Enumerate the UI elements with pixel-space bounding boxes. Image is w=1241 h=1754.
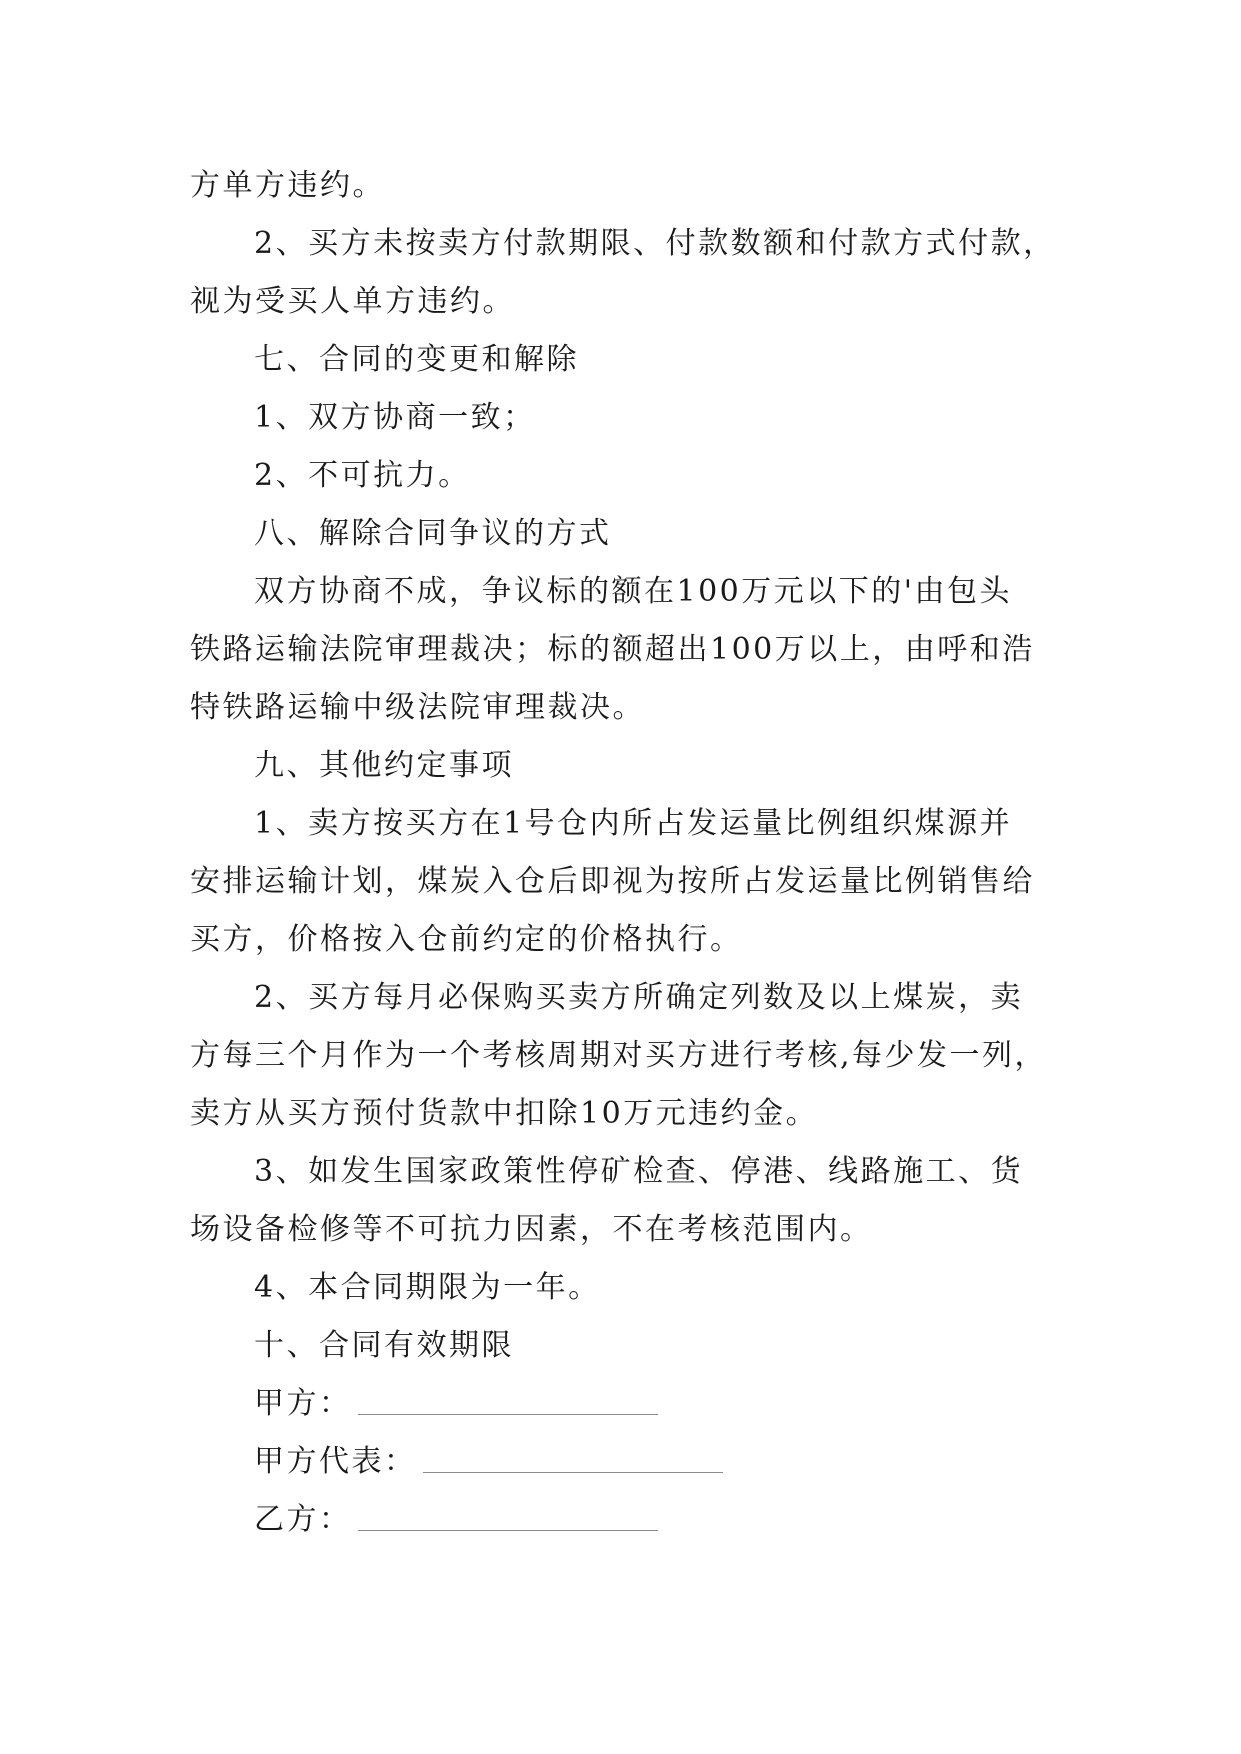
text-line: 4、本合同期限为一年。 <box>254 1270 601 1305</box>
section-heading: 七、合同的变更和解除 <box>254 342 579 377</box>
text-line: 安排运输计划，煤炭入仓后即视为按所占发运量比例销售给 <box>190 864 1035 899</box>
text-line: 3、如发生国家政策性停矿检查、停港、线路施工、货 <box>254 1154 1024 1189</box>
signature-party-a-representative <box>190 1433 1060 1491</box>
text-line: 铁路运输法院审理裁决；标的额超出100万以上，由呼和浩 <box>190 632 1035 667</box>
text-line: 2、不可抗力。 <box>254 458 471 493</box>
text-line: 1、双方协商一致； <box>254 400 536 435</box>
signature-blank-line <box>423 1442 723 1473</box>
document-body <box>190 157 1060 1549</box>
signature-blank-line <box>358 1384 658 1415</box>
text-line: 卖方从买方预付货款中扣除10万元违约金。 <box>190 1096 819 1131</box>
signature-blank-line <box>358 1500 658 1531</box>
section-heading: 八、解除合同争议的方式 <box>254 516 612 551</box>
signature-label: 乙方： <box>254 1502 352 1537</box>
signature-label: 甲方： <box>254 1386 352 1421</box>
text-line: 2、买方每月必保购买卖方所确定列数及以上煤炭，卖 <box>254 980 1024 1015</box>
text-line: 1、卖方按买方在1号仓内所占发运量比例组织煤源并 <box>254 806 1013 841</box>
section-heading: 九、其他约定事项 <box>254 748 514 783</box>
text-line: 视为受买人单方违约。 <box>190 284 515 319</box>
text-line: 特铁路运输中级法院审理裁决。 <box>190 690 645 725</box>
text-line: 买方，价格按入仓前约定的价格执行。 <box>190 922 743 957</box>
text-line: 2、买方未按卖方付款期限、付款数额和付款方式付款， <box>254 226 1056 261</box>
text-line: 双方协商不成，争议标的额在100万元以下的'由包头 <box>254 574 1013 609</box>
signature-party-a <box>190 1375 1060 1433</box>
signature-label: 甲方代表： <box>254 1444 417 1479</box>
text-line: 方每三个月作为一个考核周期对买方进行考核,每少发一列， <box>190 1038 1048 1073</box>
text-line: 方单方违约。 <box>190 168 385 203</box>
section-heading: 十、合同有效期限 <box>254 1328 514 1363</box>
signature-party-b <box>190 1491 1060 1549</box>
text-line: 场设备检修等不可抗力因素，不在考核范围内。 <box>190 1212 873 1247</box>
